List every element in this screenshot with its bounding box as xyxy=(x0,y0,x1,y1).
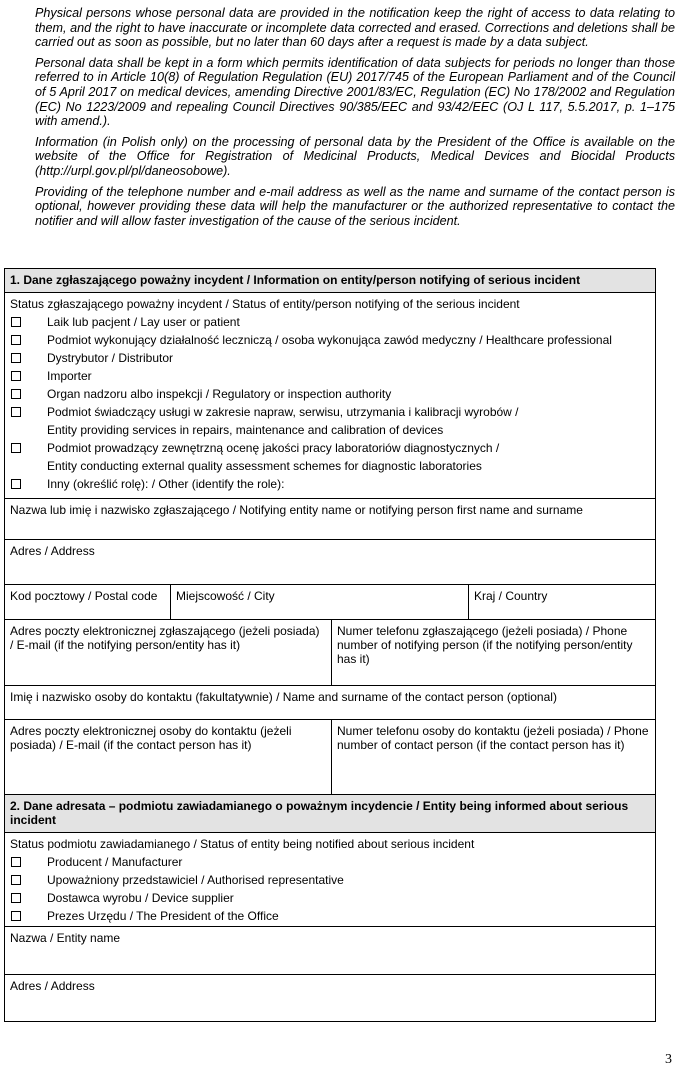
notifier-status-label: Status zgłaszającego poważny incydent / Status of entity/person notifying of the serious incident xyxy=(10,297,520,311)
status-option-lay-user[interactable] xyxy=(10,315,650,333)
notifier-email-field[interactable] xyxy=(5,620,332,685)
checkbox[interactable] xyxy=(11,335,21,345)
postal-code-field[interactable] xyxy=(5,585,171,619)
checkbox[interactable] xyxy=(11,893,21,903)
checkbox[interactable] xyxy=(11,371,21,381)
contact-person-row xyxy=(5,720,655,794)
contact-email-label: Adres poczty elektronicznej osoby do kontaktu (jeżeli posiada) / E-mail (if the contact person has it) xyxy=(10,724,292,752)
option-label: Dystrybutor / Distributor xyxy=(47,351,174,365)
checkbox[interactable] xyxy=(11,389,21,399)
intro-paragraph: Physical persons whose personal data are provided in the notification keep the right of access to data relating to them, and the right to have inaccurate or incomplete data corrected and erased. Corrections and deletions shall be carried out as soon as possible, but no later than 60 days after a request is made by a data subject. xyxy=(35,6,675,50)
intro-paragraph: Information (in Polish only) on the processing of personal data by the President of the Office is available on the website of the Office for Registration of Medicinal Products, Medical Devices and Biocidal Products (http://urpl.gov.pl/pl/daneosobowe). xyxy=(35,134,675,178)
option-label: Importer xyxy=(47,369,92,383)
status-option-healthcare[interactable] xyxy=(10,333,650,351)
contact-person-name-label: Imię i nazwisko osoby do kontaktu (fakultatywnie) / Name and surname of the contact person (optional) xyxy=(10,690,557,704)
option-label-en: Entity conducting external quality assessment schemes for diagnostic laboratories xyxy=(47,459,482,473)
notifier-location-row xyxy=(5,585,655,620)
checkbox[interactable] xyxy=(11,317,21,327)
recipient-address-label: Adres / Address xyxy=(10,979,95,993)
notifier-phone-label: Numer telefonu zgłaszającego (jeżeli posiada) / Phone number of notifying person (if the notifying person/entity has it) xyxy=(337,624,633,666)
city-label: Miejscowość / City xyxy=(176,589,275,603)
notifier-phone-field[interactable] xyxy=(332,620,655,685)
intro-paragraph: Personal data shall be kept in a form which permits identification of data subjects for periods no longer than those referred to in Article 10(8) of Regulation Regulation (EU) 2017/745 of the European Parliament and of the Council of 5 April 2017 on medical devices, amending Directive 2001/83/EC, Regulation (EC) No 178/2002 and Regulation (EC) No 1223/2009 and repealing Council Directives 90/385/EEC and 93/42/EEC (OJ L 117, 5.5.2017, p. 1–175 with amend.). xyxy=(35,55,675,129)
recipient-option-supplier[interactable] xyxy=(10,891,650,909)
country-label: Kraj / Country xyxy=(474,589,548,603)
option-label: Producent / Manufacturer xyxy=(47,855,183,869)
city-field[interactable] xyxy=(171,585,469,619)
option-label: Dostawca wyrobu / Device supplier xyxy=(47,891,234,905)
notifier-email-label: Adres poczty elektronicznej zgłaszającego (jeżeli posiada) / E-mail (if the notifying person/entity has it) xyxy=(10,624,320,652)
checkbox[interactable] xyxy=(11,353,21,363)
recipient-status-group xyxy=(5,833,655,927)
page-number: 3 xyxy=(665,1052,672,1067)
option-label: Upoważniony przedstawiciel / Authorised representative xyxy=(47,873,344,887)
section-1-title: 1. Dane zgłaszającego poważny incydent / Information on entity/person notifying of serious incident xyxy=(5,269,655,293)
notifier-name-label: Nazwa lub imię i nazwisko zgłaszającego / Notifying entity name or notifying person first name and surname xyxy=(10,503,583,517)
country-field[interactable] xyxy=(469,585,655,619)
recipient-status-label: Status podmiotu zawiadamianego / Status of entity being notified about serious incident xyxy=(10,837,475,851)
contact-phone-field[interactable] xyxy=(332,720,655,794)
section-2-title: 2. Dane adresata – podmiotu zawiadamianego o poważnym incydencie / Entity being informed about serious incident xyxy=(5,795,655,833)
checkbox[interactable] xyxy=(11,479,21,489)
postal-code-label: Kod pocztowy / Postal code xyxy=(10,589,158,603)
checkbox[interactable] xyxy=(11,407,21,417)
status-option-distributor[interactable] xyxy=(10,351,650,369)
notifier-status-group xyxy=(5,293,655,499)
recipient-name-field[interactable] xyxy=(5,927,655,975)
checkbox[interactable] xyxy=(11,911,21,921)
contact-person-name-field[interactable] xyxy=(5,686,655,720)
intro-paragraph: Providing of the telephone number and e-mail address as well as the name and surname of the contact person is optional, however providing these data will help the manufacturer or the authorized representative to contact the notifier and will allow faster investigation of the cause of the serious incident. xyxy=(35,184,675,228)
recipient-option-manufacturer[interactable] xyxy=(10,855,650,873)
status-option-regulatory[interactable] xyxy=(10,387,650,405)
status-option-repairs[interactable] xyxy=(10,405,650,441)
contact-email-field[interactable] xyxy=(5,720,332,794)
notifier-contact-row xyxy=(5,620,655,686)
status-option-other[interactable] xyxy=(10,477,650,495)
notifier-address-field[interactable] xyxy=(5,540,655,585)
notifier-address-label: Adres / Address xyxy=(10,544,95,558)
status-option-quality-assessment[interactable] xyxy=(10,441,650,477)
checkbox[interactable] xyxy=(11,875,21,885)
option-label: Podmiot świadczący usługi w zakresie napraw, serwisu, utrzymania i kalibracji wyrobów / xyxy=(47,405,519,419)
option-label: Podmiot wykonujący działalność leczniczą / osoba wykonująca zawód medyczny / Healthcare professional xyxy=(47,333,612,347)
contact-phone-label: Numer telefonu osoby do kontaktu (jeżeli posiada) / Phone number of contact person (if the contact person has it) xyxy=(337,724,649,752)
recipient-option-authorised-rep[interactable] xyxy=(10,873,650,891)
notifier-name-field[interactable] xyxy=(5,499,655,540)
intro-text xyxy=(35,6,675,234)
section-notifier xyxy=(4,268,656,795)
option-label: Podmiot prowadzący zewnętrzną ocenę jakości pracy laboratoriów diagnostycznych / xyxy=(47,441,500,455)
recipient-option-president[interactable] xyxy=(10,909,650,927)
option-label: Organ nadzoru albo inspekcji / Regulatory or inspection authority xyxy=(47,387,392,401)
checkbox[interactable] xyxy=(11,443,21,453)
option-label: Inny (określić rolę): / Other (identify the role): xyxy=(47,477,285,491)
status-option-importer[interactable] xyxy=(10,369,650,387)
option-label: Laik lub pacjent / Lay user or patient xyxy=(47,315,240,329)
recipient-name-label: Nazwa / Entity name xyxy=(10,931,121,945)
option-label: Prezes Urzędu / The President of the Office xyxy=(47,909,279,923)
option-label-en: Entity providing services in repairs, maintenance and calibration of devices xyxy=(47,423,444,437)
recipient-address-field[interactable] xyxy=(5,975,655,1021)
checkbox[interactable] xyxy=(11,857,21,867)
section-recipient xyxy=(4,794,656,1022)
